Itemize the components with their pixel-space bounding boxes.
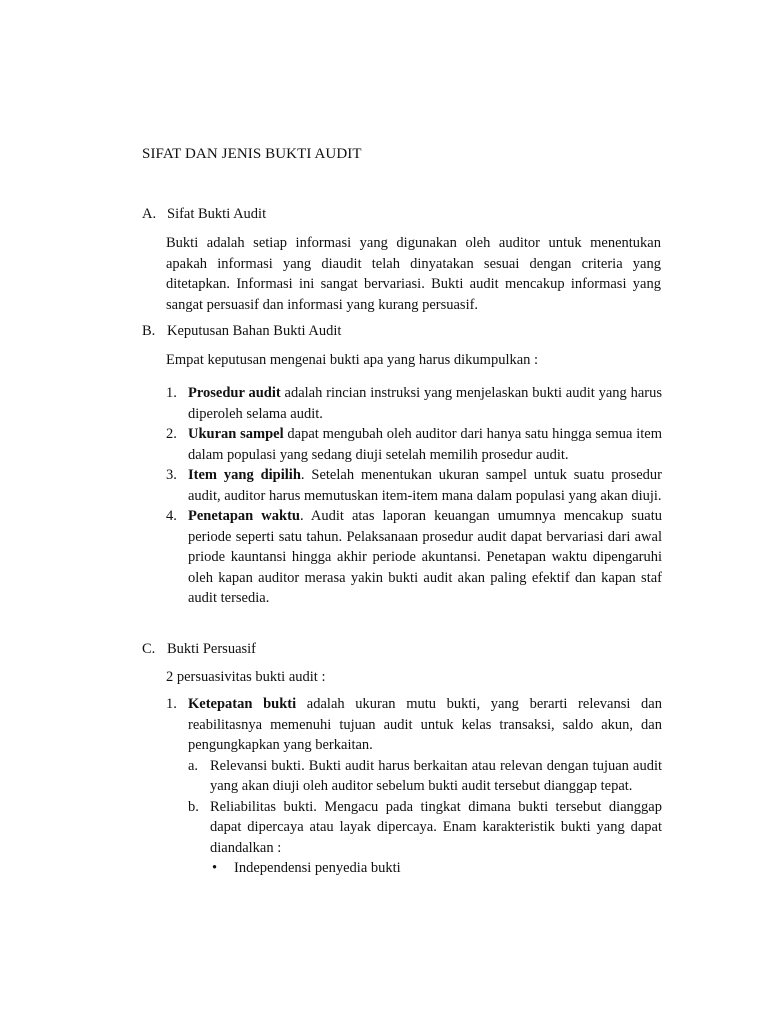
sub-item-text: Relevansi bukti. Bukti audit harus berkaitan atau relevan dengan tujuan audit yang akan diuji oleh auditor sebelum bukti audit tersebut dianggap tepat. bbox=[210, 757, 662, 794]
list-item bbox=[166, 694, 662, 879]
section-c-intro: 2 persuasivitas bukti audit : bbox=[166, 669, 326, 685]
section-title: Sifat Bukti Audit bbox=[167, 206, 267, 222]
section-title: Bukti Persuasif bbox=[167, 641, 257, 657]
bullet-list bbox=[210, 858, 662, 879]
item-term: Penetapan waktu bbox=[188, 508, 300, 524]
section-marker: A. bbox=[142, 206, 157, 222]
item-number: 2. bbox=[166, 426, 177, 442]
list-item bbox=[166, 506, 662, 609]
section-heading-a bbox=[142, 204, 662, 224]
item-number: 1. bbox=[166, 385, 177, 401]
bullet-text: Independensi penyedia bukti bbox=[234, 860, 401, 876]
item-term: Item yang dipilih bbox=[188, 467, 301, 483]
list-item bbox=[166, 383, 662, 424]
sub-list-item bbox=[188, 756, 662, 797]
section-heading-c bbox=[142, 639, 662, 659]
section-title: Keputusan Bahan Bukti Audit bbox=[167, 323, 342, 339]
item-term: Ukuran sampel bbox=[188, 426, 284, 442]
item-text: dapat mengubah oleh auditor dari hanya satu hingga semua item dalam populasi yang sedang diuji setelah memilih prosedur audit. bbox=[188, 426, 662, 463]
document-title: SIFAT DAN JENIS BUKTI AUDIT bbox=[142, 146, 362, 162]
section-b-list bbox=[166, 383, 662, 609]
item-number: 4. bbox=[166, 508, 177, 524]
section-marker: B. bbox=[142, 323, 156, 339]
item-term: Prosedur audit bbox=[188, 385, 281, 401]
list-item bbox=[166, 465, 662, 506]
bullet-item bbox=[210, 858, 662, 879]
item-text: adalah rincian instruksi yang menjelaskan bukti audit yang harus diperoleh selama audit. bbox=[188, 385, 662, 422]
sub-item-marker: a. bbox=[188, 757, 199, 774]
item-term: Ketepatan bukti bbox=[188, 696, 297, 712]
section-b-intro: Empat keputusan mengenai bukti apa yang harus dikumpulkan : bbox=[166, 352, 539, 368]
sub-list-item bbox=[188, 797, 662, 879]
item-text: . Audit atas laporan keuangan umumnya mencakup suatu periode seperti satu tahun. Pelaksanaan prosedur audit dapat bervariasi dari awal priode kauntansi hingga akhir periode akuntansi. Penetapan waktu dipengaruhi oleh kapan auditor merasa yakin bukti audit akan paling efektif dan kapan staf audit tersedia. bbox=[188, 508, 662, 606]
list-item bbox=[166, 424, 662, 465]
section-c-list bbox=[166, 694, 662, 879]
section-marker: C. bbox=[142, 641, 156, 657]
item-number: 1. bbox=[166, 696, 177, 712]
bullet-icon: • bbox=[212, 860, 218, 876]
section-a-paragraph: Bukti adalah setiap informasi yang digunakan oleh auditor untuk menentukan apakah informasi yang diaudit telah dinyatakan sesuai dengan criteria yang ditetapkan. Informasi ini sangat bervariasi. Bukti audit mencakup informasi yang sangat persuasif dan informasi yang kurang persuasif. bbox=[166, 235, 661, 313]
sub-item-text: Reliabilitas bukti. Mengacu pada tingkat dimana bukti tersebut dianggap dapat dipercaya atau layak dipercaya. Enam karakteristik bukti yang dapat diandalkan : bbox=[210, 798, 662, 856]
item-text: adalah ukuran mutu bukti, yang berarti relevansi dan reabilitasnya memenuhi tujuan audit untuk kelas transaksi, saldo akun, dan pengungkapkan yang berkaitan. bbox=[188, 696, 662, 753]
sub-item-marker: b. bbox=[188, 798, 199, 815]
section-heading-b bbox=[142, 321, 662, 341]
item-text: . Setelah menentukan ukuran sampel untuk suatu prosedur audit, auditor harus memutuskan item-item mana dalam populasi yang akan diuji. bbox=[188, 467, 662, 504]
item-number: 3. bbox=[166, 467, 177, 483]
sub-list bbox=[188, 756, 662, 879]
